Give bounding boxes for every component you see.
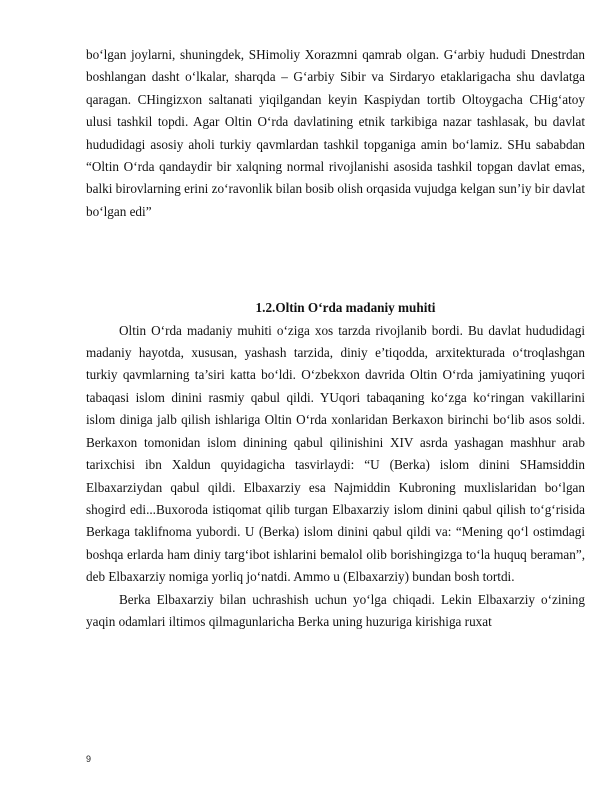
section-spacer bbox=[86, 223, 585, 297]
paragraph-continuation: bo‘lgan joylarni, shuningdek, SHimoliy Xorazmni qamrab olgan. G‘arbiy hududi Dnestrdan boshlangan dasht o‘lkalar, sharqda – G‘arbiy Sibir va Sirdaryo etaklarigacha shu davlatga qaragan. CHingizxon saltanati yiqilgandan keyin Kaspiydan tortib Oltoygacha CHig‘atoy ulusi tashkil topdi. Agar Oltin O‘rda davlatining etnik tarkibiga nazar tashlasak, bu davlat hududidagi asosiy aholi turkiy qavmlardan tashkil topganiga amin bo‘lamiz. SHu sababdan “Oltin O‘rda qandaydir bir xalqning normal rivojlanishi asosida tashkil topgan davlat emas, balki birovlarning erini zo‘ravonlik bilan bosib olish orqasida vujudga kelgan sun’iy bir davlat bo‘lgan edi” bbox=[86, 47, 585, 219]
document-page bbox=[86, 44, 585, 633]
paragraph-culture: Oltin O‘rda madaniy muhiti o‘ziga xos tarzda rivojlanib bordi. Bu davlat hududidagi madaniy hayotda, xususan, yashash tarzida, diniy e’tiqodda, arxitekturada o‘troqlashgan turkiy qavmlarning ta’siri katta bo‘ldi. O‘zbekxon davrida Oltin O‘rda jamiyatining yuqori tabaqasi islom dinini rasmiy qabul qildi. YUqori tabaqaning ko‘zga ko‘ringan vakillarini islom diniga jalb qilish ishlariga Oltin O‘rda xonlaridan Berkaxon birinchi bo‘lib asos soldi. Berkaxon tomonidan islom dinining qabul qilinishini XIV asrda yashagan mashhur arab tarixchisi ibn Xaldun quyidagicha tasvirlaydi: “U (Berka) islom dinini SHamsiddin Elbaxarziydan qabul qildi. Elbaxarziy esa Najmiddin Kubroning muxlislaridan bo‘lgan shogird edi...Buxoroda istiqomat qilib turgan Elbaxarziy islom dinini qabul qilish to‘g‘risida Berkaga taklifnoma yubordi. U (Berka) islom dinini qabul qildi va: “Mening qo‘l ostimdagi boshqa erlarda ham diniy targ‘ibot ishlarini bemalol olib borishingizga to‘la huquq beraman”, deb Elbaxarziy nomiga yorliq jo‘natdi. Ammo u (Elbaxarziy) bundan bosh tortdi. bbox=[86, 322, 585, 585]
paragraph-berka: Berka Elbaxarziy bilan uchrashish uchun yo‘lga chiqadi. Lekin Elbaxarziy o‘zining yaqin odamlari iltimos qilmagunlaricha Berka uning huzuriga kirishiga ruxat bbox=[86, 591, 585, 629]
page-number: 9 bbox=[86, 754, 92, 764]
section-heading: 1.2.Oltin O‘rda madaniy muhiti bbox=[255, 300, 436, 316]
